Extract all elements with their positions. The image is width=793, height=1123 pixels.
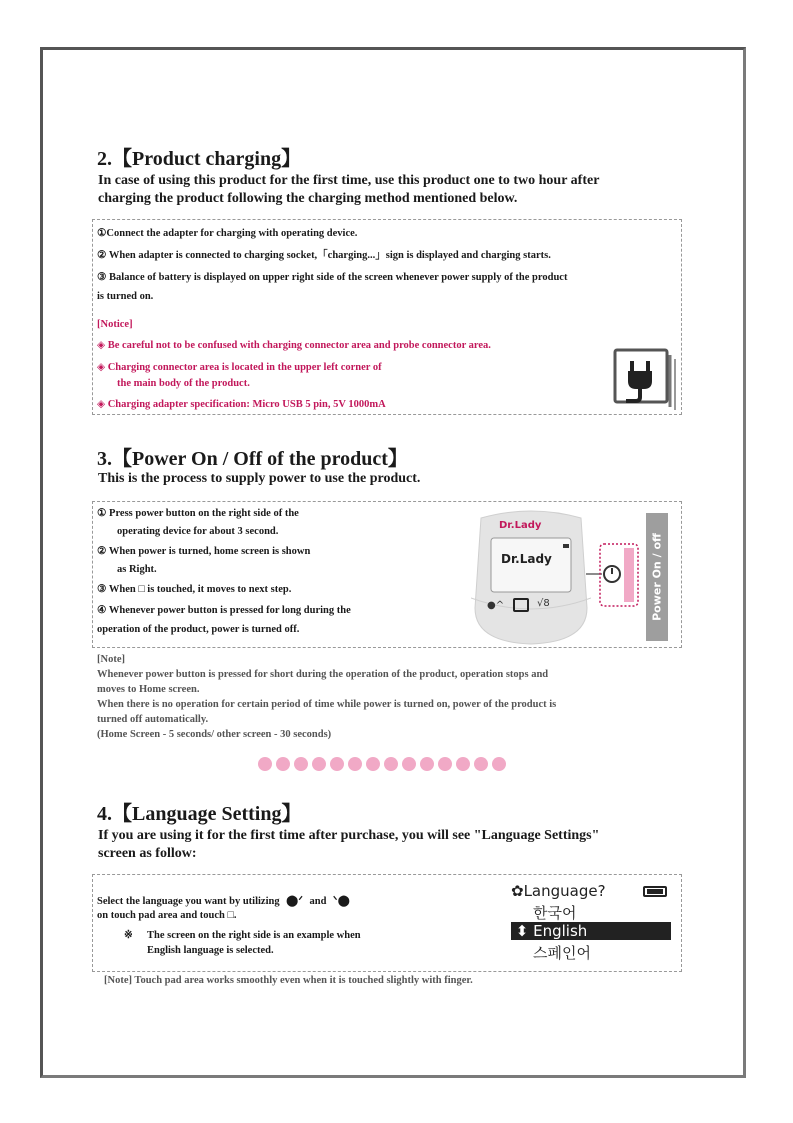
remark-mark: ※ [124, 930, 133, 941]
device-top-logo: Dr.Lady [499, 520, 542, 531]
notice-item-3: ◈ Charging adapter specification: Micro USB 5 pin, 5V 1000mA [97, 399, 386, 410]
up-down-selector-icon: ⬍ [511, 922, 529, 940]
power-step4a: ④ Whenever power button is pressed for long during the [97, 605, 351, 616]
remark-line1: The screen on the right side is an example when [147, 930, 361, 941]
section2-intro-line1: In case of using this product for the first time, use this product one to two hour after [98, 173, 600, 188]
charging-plug-icon [612, 347, 680, 413]
section4-intro-line1: If you are using it for the first time after purchase, you will see "Language Settings" [98, 828, 600, 843]
lang-option-spanish[interactable]: 스페인어 [533, 944, 591, 962]
power-note-1b: moves to Home screen. [97, 684, 200, 695]
power-button-callout [586, 542, 646, 612]
up-arrow-icon: ⬤ᐟ [282, 894, 307, 907]
power-step1b: operating device for about 3 second. [117, 526, 279, 537]
notice-item-2b: the main body of the product. [117, 378, 250, 389]
lang-instr-pre: Select the language you want by utilizing [97, 896, 280, 907]
lang-instr-and: and [309, 896, 327, 907]
next-arrow-icon: √8 [537, 598, 550, 609]
power-side-label: Power On / off [650, 533, 664, 621]
section2-heading: 2.【Product charging】 [97, 148, 302, 170]
lang-option-korean[interactable]: 한국어 [533, 904, 577, 922]
section2-intro-line2: charging the product following the charging method mentioned below. [98, 191, 518, 206]
language-screen-title: Language? [523, 882, 606, 900]
touchpad-note: [Note] Touch pad area works smoothly even when it is touched slightly with finger. [104, 975, 473, 986]
power-note-3: (Home Screen - 5 seconds/ other screen - 30 seconds) [97, 729, 332, 740]
charging-step3b: is turned on. [97, 291, 154, 302]
power-side-label-bar [646, 513, 668, 641]
power-note-2b: turned off automatically. [97, 714, 209, 725]
notice-item-1: ◈ Be careful not to be confused with charging connector area and probe connector area. [97, 340, 491, 351]
battery-icon [643, 886, 667, 897]
language-screen [511, 882, 673, 962]
charging-step3a: ③ Balance of battery is displayed on upper right side of the screen whenever power supply of the product [97, 272, 568, 283]
power-note-title: [Note] [97, 654, 125, 665]
charging-step1: ①Connect the adapter for charging with operating device. [97, 228, 358, 239]
section4-intro-line2: screen as follow: [98, 846, 197, 861]
power-step2b: as Right. [117, 564, 157, 575]
home-square-icon [513, 598, 529, 612]
decorative-dot-divider [258, 757, 506, 771]
power-note-1a: Whenever power button is pressed for short during the operation of the product, operation stops and [97, 669, 549, 680]
remark-line2: English language is selected. [147, 945, 274, 956]
prev-arrow-icon: ●^ [487, 600, 505, 611]
gear-icon: ✿ [511, 882, 524, 900]
language-screen-title-row [511, 882, 606, 900]
device-screen-logo: Dr.Lady [501, 552, 552, 566]
lang-option-english-selected[interactable] [511, 922, 671, 940]
lang-instr-line1 [97, 894, 350, 909]
lang-instr-line2: on touch pad area and touch □. [97, 910, 237, 921]
section3-intro: This is the process to supply power to use the product. [98, 471, 421, 486]
notice-title: [Notice] [97, 319, 133, 330]
power-step2a: ② When power is turned, home screen is shown [97, 546, 311, 557]
power-step4b: operation of the product, power is turned off. [97, 624, 300, 635]
notice-item-2a: ◈ Charging connector area is located in the upper left corner of [97, 362, 382, 373]
power-step1a: ① Press power button on the right side of the [97, 508, 299, 519]
power-note-2a: When there is no operation for certain period of time while power is turned on, power of the product is [97, 699, 557, 710]
section4-heading: 4.【Language Setting】 [97, 803, 302, 825]
charging-step2: ② When adapter is connected to charging socket,「charging...」sign is displayed and charging starts. [97, 250, 551, 261]
device-illustration [471, 508, 591, 646]
section3-heading: 3.【Power On / Off of the product】 [97, 448, 408, 470]
lang-option-english-label: English [533, 922, 588, 940]
down-arrow-icon: ᐠ⬤ [329, 894, 350, 907]
power-step3: ③ When □ is touched, it moves to next step. [97, 584, 292, 595]
